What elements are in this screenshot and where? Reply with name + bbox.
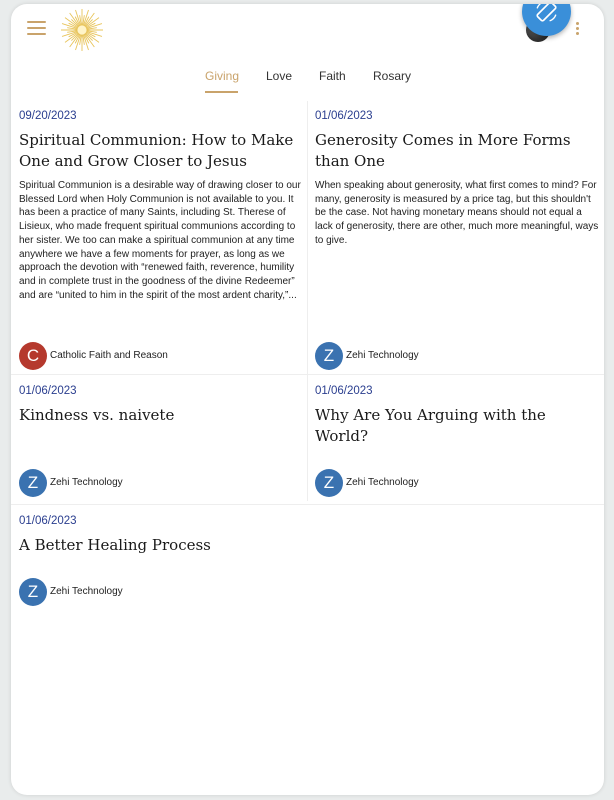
author-avatar: Z [315,342,343,370]
author-name: Zehi Technology [50,477,123,488]
post-date: 01/06/2023 [19,515,77,527]
active-tab-indicator [205,91,238,93]
post-date: 01/06/2023 [315,385,373,397]
post-title[interactable]: A Better Healing Process [19,536,211,554]
author-name: Catholic Faith and Reason [50,350,168,361]
kebab-icon[interactable] [574,22,580,38]
post-date: 01/06/2023 [315,110,373,122]
sunburst-logo[interactable] [59,7,105,53]
author-name: Zehi Technology [346,477,419,488]
post-card[interactable] [11,505,307,615]
post-date: 01/06/2023 [19,385,77,397]
post-title[interactable]: Kindness vs. naivete [19,406,175,424]
post-card[interactable] [307,101,604,374]
author-avatar: Z [19,578,47,606]
author-avatar: Z [315,469,343,497]
tab-love[interactable]: Love [266,69,293,83]
category-tabs [11,66,604,96]
tab-faith[interactable]: Faith [319,69,346,83]
post-excerpt: Spiritual Communion is a desirable way of drawing closer to our Blessed Lord when Holy Communion is not available to you. It has been a practice of many Saints, including St. Therese of Lisieux, who made frequent spiritual communions according to her sister. We too can make a spiritual communion at any time anywhere we have a few moments for prayer, as long as we approach the devotion with “renewed faith, reverence, humility and in complete trust in the goodness of the divine Redeemer” and are “united to him in the spirit of the most ardent charity,”... [19,180,301,301]
post-title[interactable]: Spiritual Communion: How to Make One and Grow Closer to Jesus [19,131,294,170]
screen-rotation-icon [534,4,559,24]
post-card[interactable] [11,375,307,504]
author-avatar: C [19,342,47,370]
post-card[interactable] [307,375,604,504]
post-title[interactable]: Why Are You Arguing with the World? [315,406,546,445]
post-date: 09/20/2023 [19,110,77,122]
hamburger-icon[interactable] [27,21,46,35]
tab-giving[interactable]: Giving [205,69,240,83]
post-excerpt: When speaking about generosity, what first comes to mind? For many, generosity is measured by a price tag, but this shouldn't be the case. Not having monetary means should not equal a lack of generosity, there are other, much more meaningful, ways to give. [315,180,599,246]
post-title[interactable]: Generosity Comes in More Forms than One [315,131,571,170]
post-card[interactable] [11,101,307,374]
top-app-bar [11,4,604,56]
tab-rosary[interactable]: Rosary [373,69,412,83]
author-name: Zehi Technology [346,350,419,361]
author-name: Zehi Technology [50,586,123,597]
app-frame [11,4,604,795]
author-avatar: Z [19,469,47,497]
